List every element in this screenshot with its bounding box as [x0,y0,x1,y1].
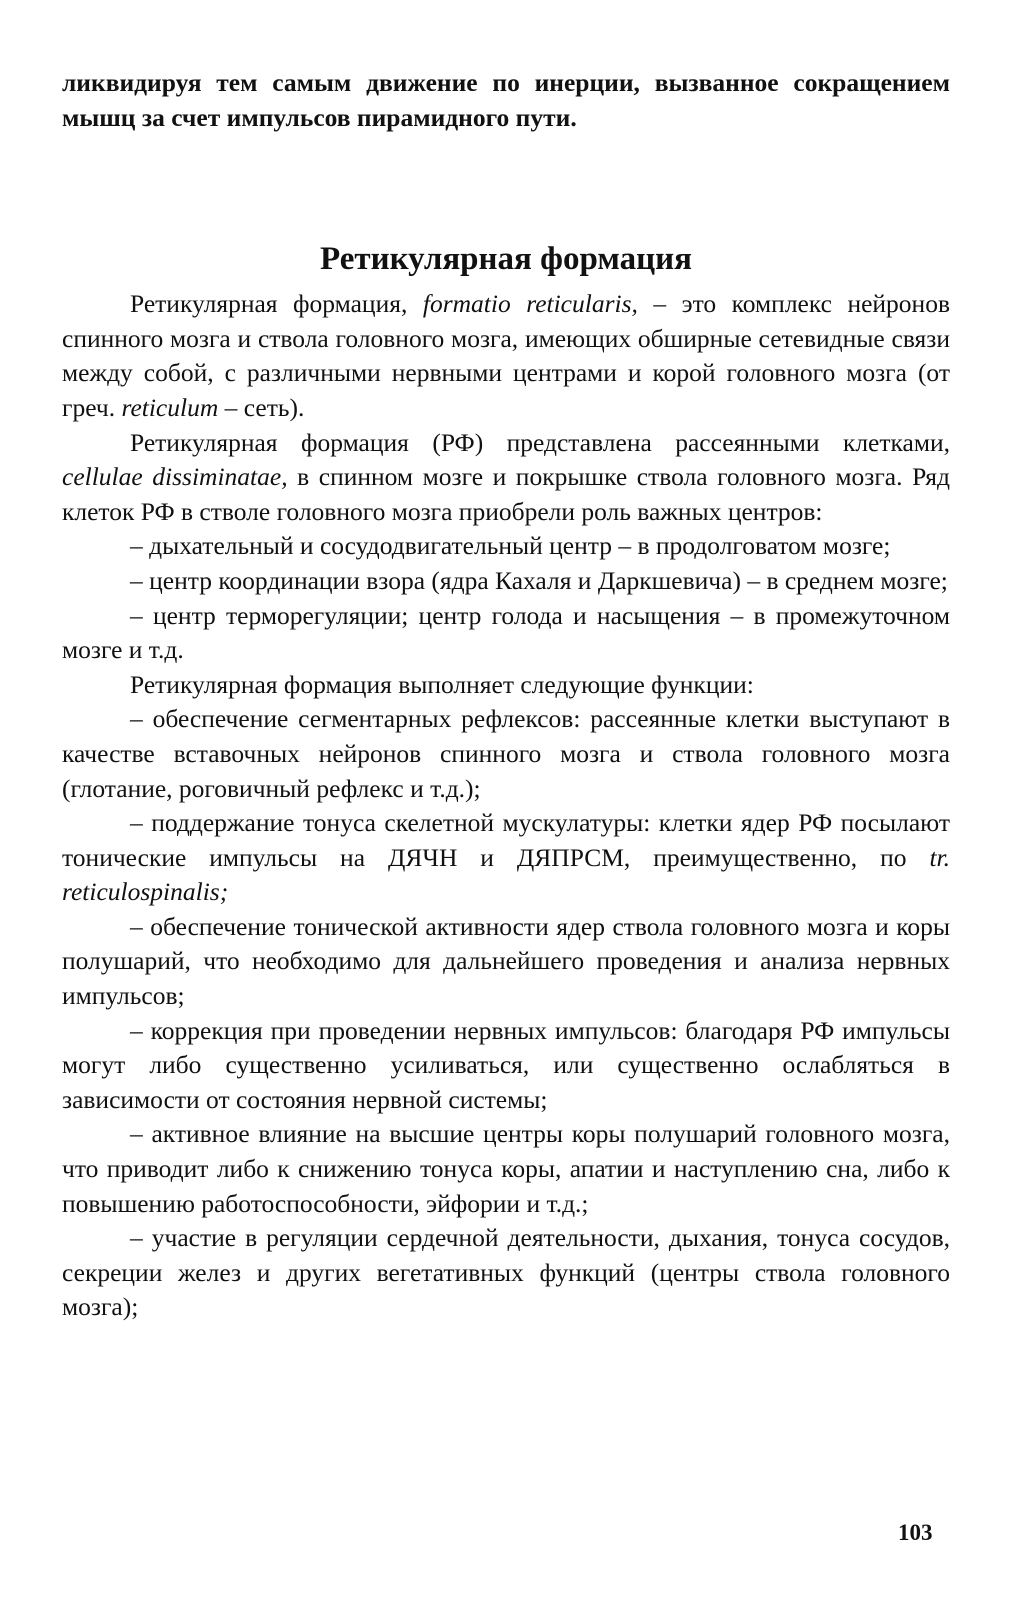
text-span: Ретикулярная формация (РФ) представлена рассеянными клетками, [130,427,950,457]
function-item: – коррекция при проведении нервных импульсов: благодаря РФ импульсы могут либо существенно усиливаться, или существенно ослабляться в зависимости от состояния нервной системы; [62,1015,950,1114]
functions-intro: Ретикулярная формация выполняет следующие функции: [130,669,754,699]
continued-paragraph: ликвидируя тем самым движение по инерции, вызванное сокращением мышц за счет импульсов пирамидного пути. [62,68,950,132]
function-item: – обеспечение сегментарных рефлексов: рассеянные клетки выступают в качестве вставочных нейронов спинного мозга и ствола головного мозга (глотание, роговичный рефлекс и т.д.); [62,704,950,803]
center-item: – центр терморегуляции; центр голода и насыщения – в промежуточном мозге и т.д. [62,600,950,665]
latin-term: reticulum [121,392,219,422]
definition-paragraph [62,287,950,425]
section-heading: Ретикулярная формация [320,241,692,278]
center-item: – дыхательный и сосудодвигательный центр – в продолговатом мозге; [130,531,891,561]
function-item [62,806,950,910]
text-span: – поддержание тонуса скелетной мускулатуры: клетки ядер РФ посылают тонические импульсы на ДЯЧН и ДЯПРСМ, преимущественно, по [62,808,950,872]
page-body [62,66,950,1325]
function-item: – обеспечение тонической активности ядер ствола головного мозга и коры полушарий, что необходимо для дальнейшего проведения и анализа нервных импульсов; [62,911,950,1011]
latin-term: tr. reticulospinalis; [62,842,950,907]
page-number: 103 [898,1520,933,1545]
center-item: – центр координации взора (ядра Кахаля и Даркшевича) – в среднем мозге; [130,565,948,595]
function-item: – участие в регуляции сердечной деятельности, дыхания, тонуса сосудов, секреции желез и других вегетативных функций (центры ствола головного мозга); [62,1223,950,1322]
text-span: в спинном мозге и покрышке ствола головного мозга. Ряд клеток РФ в стволе головного мозга приобрели роль важных центров: [62,462,950,526]
function-item: – активное влияние на высшие центры коры полушарий головного мозга, что приводит либо к снижению тонуса коры, апатии и наступлению сна, либо к повышению работоспособности, эйфории и т.д.; [62,1119,950,1218]
latin-term: cellulae dissiminatae, [62,462,288,492]
text-span: Ретикулярная формация, [130,289,423,319]
latin-term: formatio reticularis, [422,289,638,319]
text-span: – сеть). [218,392,305,422]
cells-paragraph [62,426,950,530]
text-span: – это комплекс нейронов спинного мозга и ствола головного мозга, имеющих обширные сетевидные связи между собой, с различными нервными центрами и корой головного мозга (от греч. [62,289,950,422]
